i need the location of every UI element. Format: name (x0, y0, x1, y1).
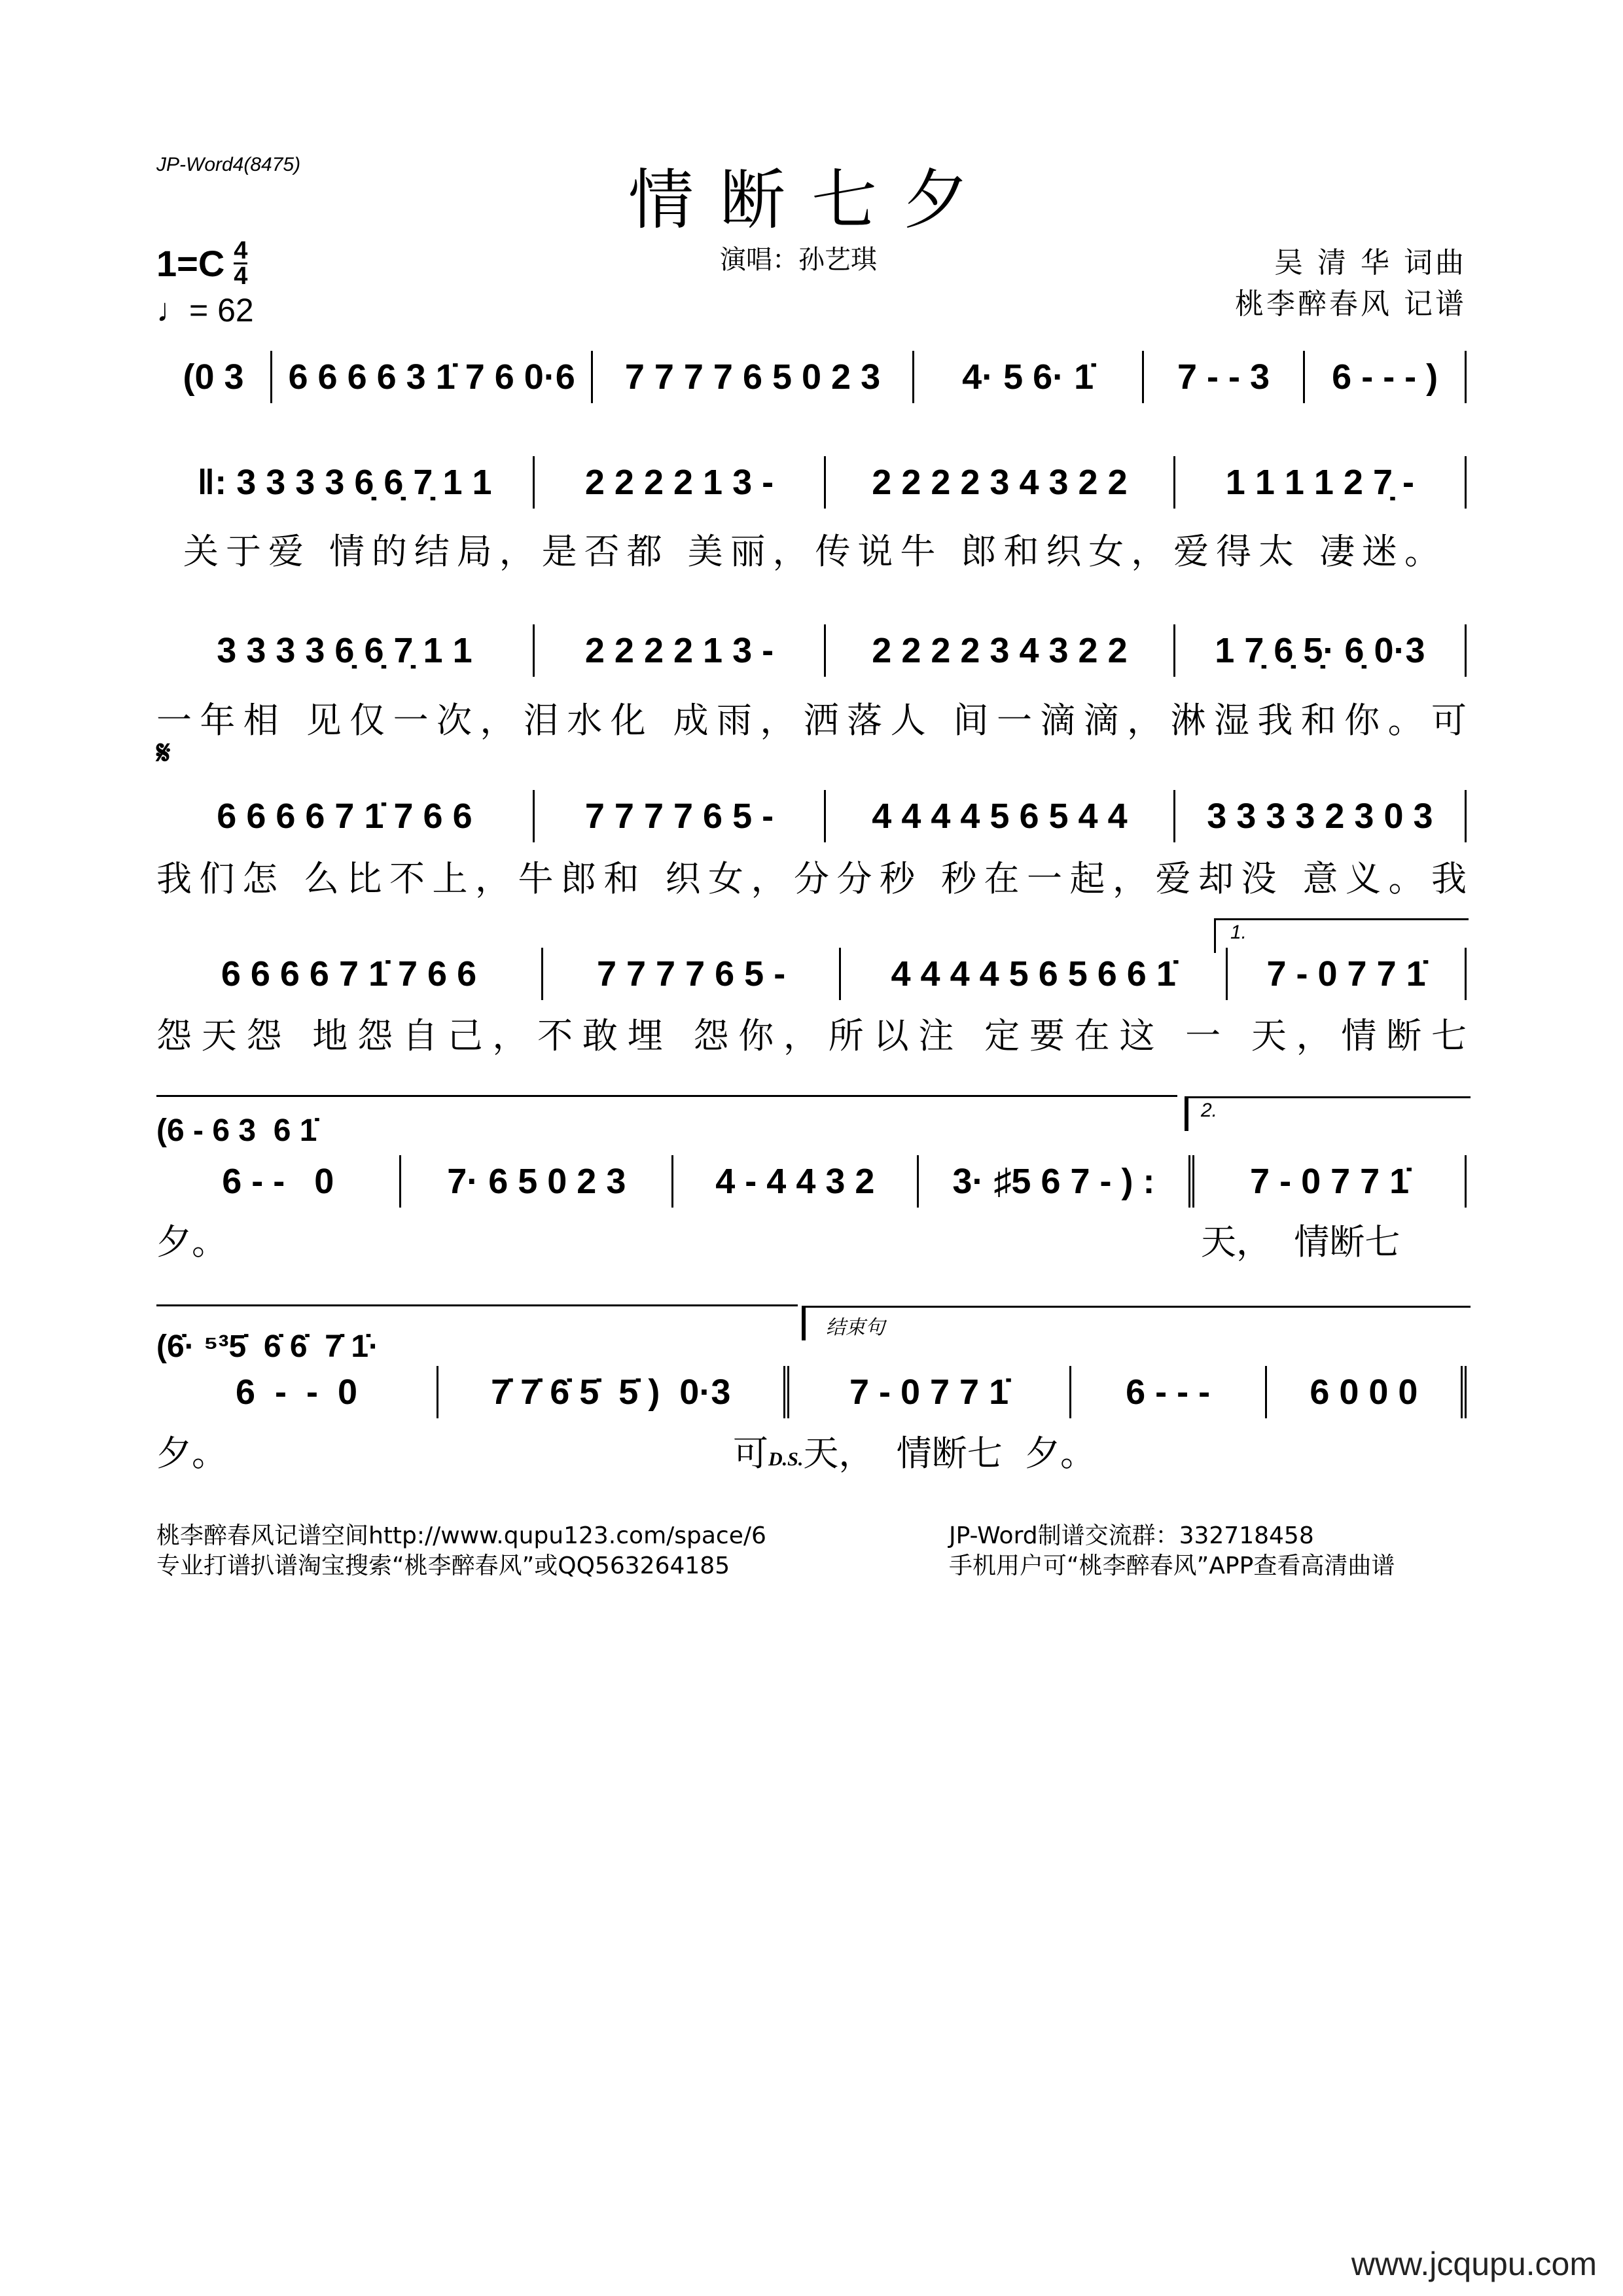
key-signature (156, 239, 247, 288)
score-row-intro (156, 351, 1467, 403)
measure: (0 3 (156, 351, 272, 403)
measure: 7 - - 3 (1144, 351, 1306, 403)
measure: 7̇ 7̇ 6̇ 5̇ 5̇ ) 0·3 (438, 1366, 789, 1418)
lyrics-line: 我们怎 么比不上，牛郎和 织女，分分秒 秒在一起，爱却没 意义。我 (156, 858, 1467, 899)
segno-sign: 𝄋 (156, 733, 171, 772)
page-title: 情断七夕 (628, 162, 995, 238)
measure: 6 6 6 6 3 1̇ 7 6 0·6 (272, 351, 593, 403)
upper-part: (6 - 6 3 6 1̇ (156, 1113, 317, 1148)
volta-label: 1. (1230, 922, 1247, 943)
lyrics-fragment: 天， 情断七 夕。 (803, 1433, 1096, 1474)
tempo-marking: ♩= 62 (156, 292, 254, 329)
measure: 4· 5 6· 1̇ (914, 351, 1144, 403)
measure: 1 1 1 1 2 7̣ - (1175, 456, 1467, 509)
lyrics-fragment: 天， 情断七 (1201, 1221, 1400, 1263)
measure: 6 - - 0 (156, 1366, 438, 1418)
measure: 2 2 2 2 1 3 - (535, 624, 826, 677)
measure: 2 2 2 2 1 3 - (535, 456, 826, 509)
ds-marking: D.S. (768, 1448, 804, 1470)
lyrics-ending (733, 1426, 1096, 1476)
key-label: 1=C (156, 243, 225, 284)
transcriber-credit: 桃李醉春风 记谱 (1235, 287, 1467, 321)
measure: 2 2 2 2 3 4 3 2 2 (826, 624, 1175, 677)
measure: 3· ♯5 6 7 - ) : (919, 1155, 1195, 1208)
measure: 7 - 0 7 7 1̇ (1228, 948, 1467, 1000)
measure: ‖: 3 3 3 3 6̣ 6̣ 7̣ 1 1 (156, 456, 535, 509)
measure: 7 7 7 7 6 5 - (543, 948, 841, 1000)
composer-credit: 吴 清 华 词曲 (1274, 246, 1467, 279)
lyrics-line: 一年相 见仅一次，泪水化 成雨，洒落人 间一滴滴，淋湿我和你。可 (156, 700, 1467, 741)
measure: 2 2 2 2 3 4 3 2 2 (826, 456, 1175, 509)
ending-bracket (802, 1306, 1471, 1340)
score-row-3 (156, 790, 1467, 842)
measure: 4 4 4 4 5 6 5 4 4 (826, 790, 1175, 842)
measure: 6 - - - ) (1305, 351, 1467, 403)
volta-label: 2. (1201, 1100, 1218, 1121)
lyrics-fragment: 夕。 (156, 1221, 227, 1263)
measure: 7 7 7 7 6 5 0 2 3 (593, 351, 914, 403)
time-top: 4 (234, 237, 248, 264)
score-row-6 (156, 1366, 1467, 1418)
lyrics-fragment: 可 (733, 1433, 768, 1474)
measure: 6 - - - (1071, 1366, 1267, 1418)
watermark: www.jcqupu.com (1351, 2246, 1597, 2282)
score-row-1 (156, 456, 1467, 509)
score-row-5 (156, 1155, 1467, 1208)
measure: 3 3 3 3 6̣ 6̣ 7̣ 1 1 (156, 624, 535, 677)
footer-right-line-1: JP-Word制谱交流群：332718458 (949, 1522, 1314, 1549)
footer-left-line-2: 专业打谱扒谱淘宝搜索“桃李醉春风”或QQ563264185 (156, 1552, 730, 1579)
time-bottom: 4 (234, 262, 248, 290)
measure: 6 - - 0 (156, 1155, 401, 1208)
measure: 1 7̣ 6̣ 5̣· 6̣ 0·3 (1175, 624, 1467, 677)
score-row-4 (156, 948, 1467, 1000)
volta-bracket-2 (1185, 1096, 1471, 1131)
score-row-2 (156, 624, 1467, 677)
time-signature (234, 239, 247, 288)
ending-label: 结束句 (826, 1317, 885, 1338)
measure: 7 - 0 7 7 1̇ (1194, 1155, 1467, 1208)
measure: 6 6 6 6 7 1̇ 7 6 6 (156, 790, 535, 842)
footer-left-line-1: 桃李醉春风记谱空间http://www.qupu123.com/space/6 (156, 1522, 766, 1549)
footer-right-line-2: 手机用户可“桃李醉春风”APP查看高清曲谱 (949, 1552, 1395, 1579)
upper-part: (6̇· ⁵³5̇ 6̇ 6̇ 7̇ 1̇· (156, 1329, 380, 1364)
measure: 3 3 3 3 2 3 0 3 (1175, 790, 1467, 842)
singer: 演唱：孙艺琪 (720, 245, 877, 275)
measure: 4 4 4 4 5 6 5 6 6 1̇ (841, 948, 1228, 1000)
measure: 4 - 4 4 3 2 (673, 1155, 918, 1208)
software-label: JP-Word4(8475) (156, 154, 301, 175)
lyrics-fragment: 夕。 (156, 1433, 227, 1474)
measure-final: 6 0 0 0 (1267, 1366, 1467, 1418)
measure: 6 6 6 6 7 1̇ 7 6 6 (156, 948, 543, 1000)
lyrics-line: 怨天怨 地怨自己，不敢埋 怨你，所以注 定要在这 一 天，情断七 (156, 1015, 1467, 1056)
measure: 7 - 0 7 7 1̇ (789, 1366, 1071, 1418)
measure: 7· 6 5 0 2 3 (401, 1155, 673, 1208)
measure: 7 7 7 7 6 5 - (535, 790, 826, 842)
lyrics-line: 关于爱 情的结局，是否都 美丽，传说牛 郎和织女，爱得太 凄迷。 (183, 531, 1440, 572)
